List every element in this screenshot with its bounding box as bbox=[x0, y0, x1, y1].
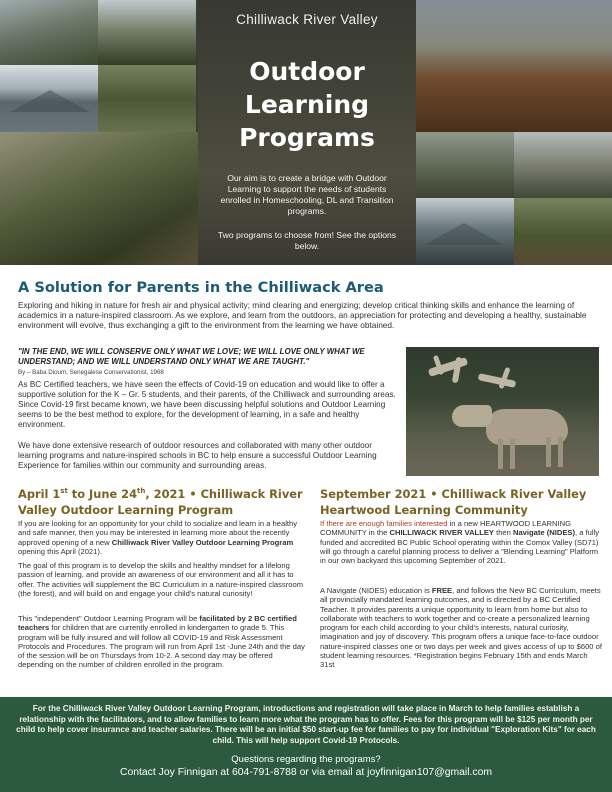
section-heading: A Solution for Parents in the Chilliwack Area bbox=[18, 279, 384, 296]
right-column-heading: September 2021 • Chilliwack River Valley Heartwood Learning Community bbox=[320, 487, 587, 517]
photo-kids-at-picnic-table bbox=[416, 0, 612, 132]
heading-superscript: th bbox=[137, 487, 146, 495]
text-run-highlight: If there are enough families interested bbox=[320, 519, 448, 528]
heading-superscript: st bbox=[60, 487, 68, 495]
contact-line: Contact Joy Finnigan at 604-791-8788 or via email at joyfinnigan107@gmail.com bbox=[119, 767, 493, 778]
aim-statement: Our aim is to create a bridge with Outdoor Learning to support the needs of students enrolled in Homeschooling, DL and Transition programs. bbox=[220, 173, 394, 216]
heading-part: to June 24 bbox=[67, 487, 138, 501]
text-run: This "independent" Outdoor Learning Program will be bbox=[18, 614, 200, 623]
left-paragraph-3 bbox=[18, 614, 308, 670]
registration-info: For the Chilliwack River Valley Outdoor Learning Program, introductions and registration will take place in March to help families establish a relationship with the facilitators, and to allow families to learn more what the program has to offer. Fees for this program will be $125 per month per child to help cover insurance and teacher salaries. There will be an initial $50 start-up fee for families to pay for individual "Exploration Kits" for each child. This will help support Covid-19 Protocols. bbox=[16, 704, 596, 745]
title-line: Outdoor bbox=[249, 57, 365, 86]
text-run-bold: Chilliwack River Valley Outdoor Learning Program bbox=[111, 537, 294, 547]
photo-driftwood-moose bbox=[406, 347, 599, 476]
title-line: Learning bbox=[244, 90, 370, 119]
text-run: , and follows the New BC Curriculum, meets all provincially mandated learning outcomes, and is directed by a BC Certified Teacher. It provides parents a unique opportunity to learn from home but also to collaborate with teachers to work together and co-create a personalized learning program for each child according to your child's interests, natural curiosity, imagination and joy of discovery. This program offers a unique face-to-face outdoor nature-inspired classes one or two days per week and gives access of up to $600 of student learning resources. *Registration begins February 15th and ends March 31st bbox=[320, 586, 602, 670]
questions-line: Questions regarding the programs? bbox=[231, 754, 381, 765]
photo-kids-in-forest bbox=[0, 132, 198, 265]
header-title-panel bbox=[198, 0, 416, 265]
text-run-bold: facilitated by 2 BC certified teachers bbox=[18, 614, 297, 633]
text-run: , a fully funded and accredited BC Public School operating within the Comox Valley (SD71) will go through a careful planning process to deliver a "Blending Learning" Platform in our own backyard this upcoming September of 2021. bbox=[320, 528, 600, 566]
intro-paragraph: Exploring and hiking in nature for fresh air and physical activity; mind clearing and energizing; develop critical thinking skills and enhance the learning of academics in a nature-inspired classroom. As we explore, and learn from the outdoors, an appreciation for protecting and developing a healthy, sustainable environment will evolve, thus exchanging a gift to the environment from the learning we have obtained. bbox=[18, 300, 587, 331]
heading-part: , 2021 • Chilliwack River Valley Outdoor Learning Program bbox=[18, 487, 303, 517]
header-subtitle: Chilliwack River Valley bbox=[236, 12, 378, 27]
choose-statement: Two programs to choose from! See the options below. bbox=[217, 230, 397, 251]
right-paragraph-1 bbox=[320, 519, 602, 565]
left-paragraph-1 bbox=[18, 519, 308, 556]
quote-attribution: By – Baba Dioum, Senegalese Conservationist, 1968 bbox=[18, 369, 164, 376]
right-paragraph-2 bbox=[320, 586, 602, 670]
quote: "IN THE END, WE WILL CONSERVE ONLY WHAT WE LOVE; WE WILL LOVE ONLY WHAT WE UNDERSTAND; AND WE WILL UNDERSTAND ONLY WHAT WE ARE TAUGHT." bbox=[18, 347, 365, 367]
photo-kids-by-river bbox=[0, 0, 98, 65]
text-run: in a new HEARTWOOD LEARNING COMMUNITY in the bbox=[320, 519, 571, 538]
text-run: opening this April (2021). bbox=[18, 546, 103, 556]
header-collage bbox=[0, 0, 612, 265]
footer-banner bbox=[0, 697, 612, 792]
heading-part: April 1 bbox=[18, 487, 61, 501]
left-paragraph-2: The goal of this program is to develop the skills and healthy mindset for a lifelong passion of learning, and provide an awareness of our environment and all it has to offer. The activities will supplement the BC Curriculum in a nature-inspired classroom (the forest), and will build on and engage your child's natural curiosity! bbox=[18, 561, 304, 598]
photo-forest-lake bbox=[98, 0, 196, 65]
text-run: for children that are currently enrolled in kindergarten to grade 5. This program will be fully insured and will follow all COVID-19 and Risk Assessment Protocols and Procedures. The program will run from April 1st -June 24th and the day of the session will be on Thursdays from 10-2. A second day may be offered depending on the number of children enrolled in the program. bbox=[18, 623, 305, 670]
text-run-bold: Navigate (NIDES) bbox=[512, 528, 575, 538]
research-paragraph: We have done extensive research of outdoor resources and collaborated with many other outdoor learning programs and nature-inspired schools in BC to help ensure a successful Outdoor Learning Experience for families within our community and surrounding areas. bbox=[18, 441, 377, 471]
text-run: If you are looking for an opportunity for your child to socialize and learn in a healthy and safe manner, then you may be interested in learning more about the recently approved opening of a new bbox=[18, 519, 298, 547]
photo-kids-on-log bbox=[416, 132, 514, 198]
photo-kids-at-river bbox=[514, 132, 612, 198]
photo-kids-walking-trail bbox=[514, 198, 612, 265]
photo-lake-view bbox=[416, 198, 514, 265]
page-title bbox=[198, 55, 416, 154]
text-run-bold: FREE bbox=[431, 586, 453, 595]
text-run: A Navigate (NIDES) education is bbox=[320, 586, 432, 595]
photo-forest-group bbox=[98, 65, 196, 132]
teachers-paragraph: As BC Certified teachers, we have seen the effects of Covid-19 on education and would like to offer a supportive solution for the K – Gr. 5 students, and their parents, of the Chilliwack and surrounding areas. Since Covid-19 first became known, we have been discussing helpful solutions and Outdoor Learning seems to be the best method to explore, for the development of learning, in a safe and healthy environment. bbox=[18, 380, 396, 430]
title-line: Programs bbox=[239, 123, 375, 152]
left-column-heading bbox=[18, 483, 308, 518]
photo-mountain-lake bbox=[0, 65, 98, 132]
text-run: then bbox=[493, 528, 513, 538]
text-run-bold: CHILLIWACK RIVER VALLEY bbox=[389, 528, 494, 538]
